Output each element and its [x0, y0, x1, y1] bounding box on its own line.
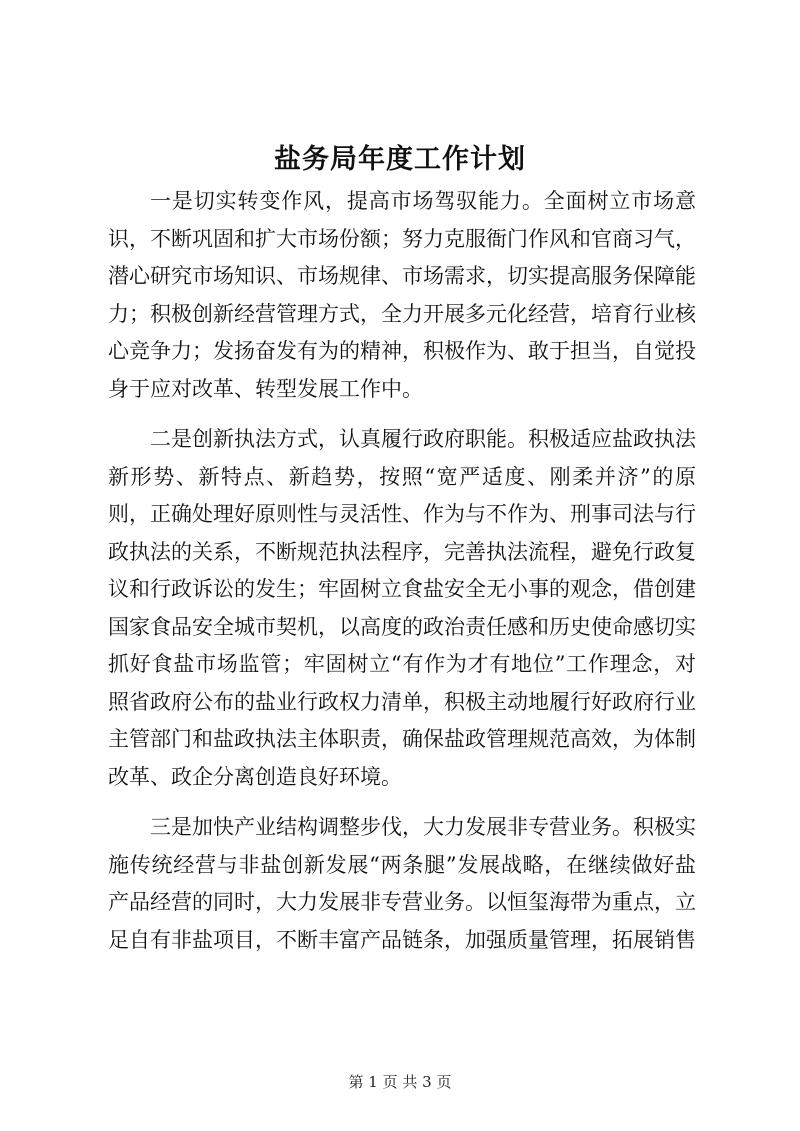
- page-number-footer: 第 1 页 共 3 页: [348, 1073, 452, 1091]
- document-body: [108, 183, 696, 972]
- paragraph-3: 三是加快产业结构调整步伐，大力发展非专营业务。积极实施传统经营与非盐创新发展“两条腿”发展战略，在继续做好盐产品经营的同时，大力发展非专营业务。以恒玺海带为重点，立足自有非盐项目，不断丰富产品链条，加强质量管理，拓展销售: [108, 815, 696, 952]
- paragraph-2: 二是创新执法方式，认真履行政府职能。积极适应盐政执法新形势、新特点、新趋势，按照“宽严适度、刚柔并济”的原则，正确处理好原则性与灵活性、作为与不作为、刑事司法与行政执法的关系，不断规范执法程序，完善执法流程，避免行政复议和行政诉讼的发生；牢固树立食盐安全无小事的观念，借创建国家食品安全城市契机，以高度的政治责任感和历史使命感切实抓好食盐市场监管；牢固树立“有作为才有地位”工作理念，对照省政府公布的盐业行政权力清单，积极主动地履行好政府行业主管部门和盐政执法主体职责，确保盐政管理规范高效，为体制改革、政企分离创造良好环境。: [108, 427, 696, 789]
- document-title: 盐务局年度工作计划: [274, 144, 526, 175]
- paragraph-1: 一是切实转变作风，提高市场驾驭能力。全面树立市场意识，不断巩固和扩大市场份额；努力克服衙门作风和官商习气，潜心研究市场知识、市场规律、市场需求，切实提高服务保障能力；积极创新经营管理方式，全力开展多元化经营，培育行业核心竞争力；发扬奋发有为的精神，积极作为、敢于担当，自觉投身于应对改革、转型发展工作中。: [108, 189, 696, 401]
